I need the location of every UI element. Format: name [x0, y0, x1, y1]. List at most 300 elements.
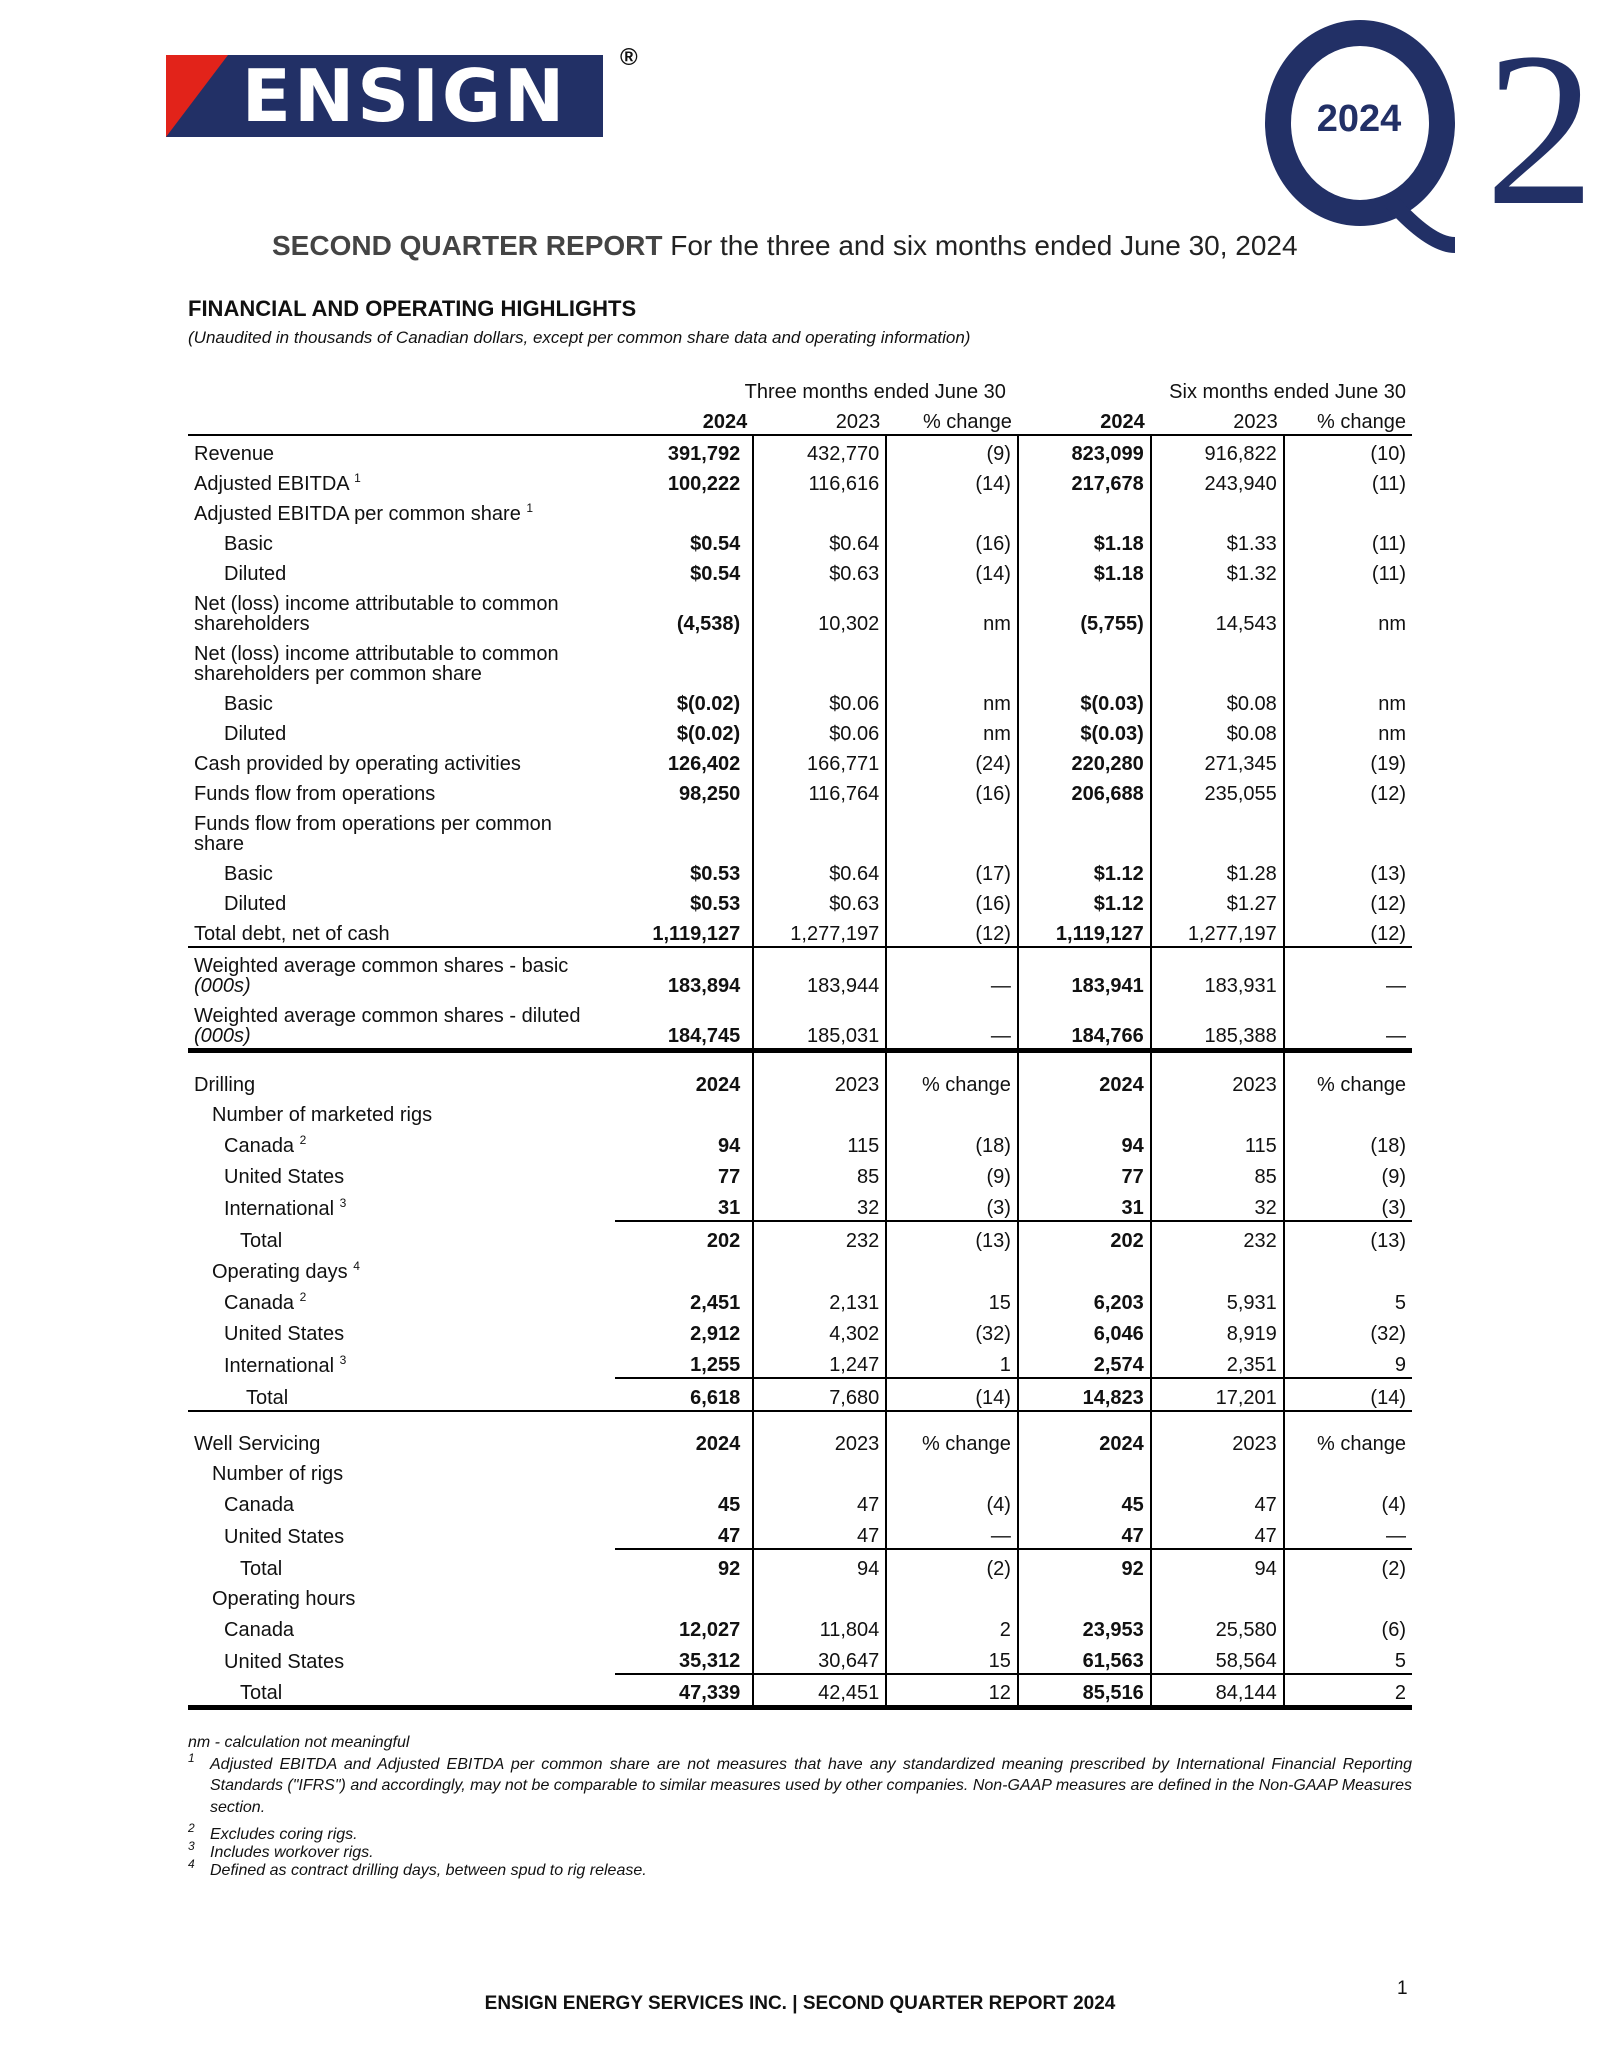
value-cell: 6,618 [615, 1378, 753, 1411]
drilling-rigs-row [188, 1127, 1412, 1158]
value-cell: 32 [1151, 1189, 1284, 1221]
value-cell: (14) [1284, 1378, 1412, 1411]
value-cell: 5,931 [1151, 1284, 1284, 1315]
row-label-text: United States [224, 1323, 345, 1345]
value-cell: (14) [886, 1378, 1018, 1411]
row-label [188, 636, 615, 686]
value-cell: 15 [886, 1284, 1018, 1315]
value-cell: 31 [717, 1197, 741, 1219]
value-cell: 2023 [753, 1051, 886, 1098]
value-cell: 2,912 [690, 1323, 741, 1345]
financial-row [188, 776, 1412, 806]
value-cell: 77 [1018, 1158, 1151, 1189]
servicing-hours-row [188, 1642, 1412, 1674]
value-cell: 98,250 [679, 783, 741, 805]
footnote-2-text: Excludes coring rigs. [210, 1826, 358, 1844]
value-cell: 25,580 [1151, 1611, 1284, 1642]
footnote-3-text: Includes workover rigs. [210, 1843, 374, 1861]
value-cell: (2) [886, 1549, 1018, 1581]
row-label [188, 1097, 615, 1127]
row-label-text: Basic [224, 693, 273, 715]
value-cell: 2023 [1151, 1411, 1284, 1456]
value-cell: 2024 [1018, 1051, 1151, 1098]
registered-mark: ® [620, 44, 638, 71]
value-cell: 916,822 [1151, 435, 1284, 466]
row-label [188, 1642, 615, 1674]
value-cell: nm [886, 686, 1018, 716]
value-cell: — [886, 947, 1018, 998]
quarter-number: 2 [1485, 20, 1595, 251]
value-cell: 2023 [1151, 1051, 1284, 1098]
value-cell: 232 [753, 1221, 886, 1253]
value-cell: 184,745 [667, 1025, 741, 1047]
drilling-header [188, 1051, 1412, 1098]
value-cell [1284, 636, 1412, 686]
row-label [188, 466, 615, 496]
value-cell: 1,277,197 [753, 916, 886, 947]
row-label [188, 1127, 615, 1158]
value-cell: 232 [1151, 1221, 1284, 1253]
row-label-footnote-ref: 2 [299, 1133, 307, 1147]
value-cell: $(0.03) [1018, 716, 1151, 746]
row-label [188, 1456, 615, 1486]
drilling-days-total [188, 1378, 1412, 1411]
value-cell: 47,339 [615, 1674, 753, 1708]
header-periods [188, 370, 1412, 404]
row-label [188, 806, 615, 856]
value-cell: (9) [1284, 1158, 1412, 1189]
value-cell [753, 1097, 886, 1127]
value-cell: 7,680 [753, 1378, 886, 1411]
value-cell [1151, 1253, 1284, 1284]
row-label-text: International [224, 1355, 335, 1377]
financial-row [188, 916, 1412, 947]
value-cell: $0.54 [690, 533, 741, 555]
value-cell: $1.27 [1151, 886, 1284, 916]
row-label-text: Adjusted EBITDA per common share [194, 503, 521, 525]
value-cell: 94 [717, 1135, 741, 1157]
header-year-cell: 2023 [1151, 404, 1284, 435]
row-label-footnote-ref: 3 [339, 1353, 347, 1367]
value-cell [1151, 1456, 1284, 1486]
servicing-header [188, 1411, 1412, 1456]
value-cell [1018, 1581, 1151, 1611]
value-cell: nm [1284, 686, 1412, 716]
row-label [188, 886, 615, 916]
value-cell: (16) [886, 886, 1018, 916]
value-cell: 2024 [615, 1411, 753, 1456]
value-cell [1018, 1097, 1151, 1127]
row-label-text: Basic [224, 533, 273, 555]
row-label [188, 776, 615, 806]
financial-row [188, 435, 1412, 466]
value-cell: 85,516 [1018, 1674, 1151, 1708]
row-label-text: United States [224, 1166, 345, 1188]
value-cell: 2024 [615, 1051, 753, 1098]
value-cell: (24) [886, 746, 1018, 776]
row-label [188, 1486, 615, 1517]
value-cell [1284, 1097, 1412, 1127]
section-title: FINANCIAL AND OPERATING HIGHLIGHTS [188, 296, 637, 321]
footnote-1 [188, 1750, 1412, 1819]
servicing-rigs-label [188, 1456, 1412, 1486]
value-cell [1284, 1253, 1412, 1284]
page-number: 1 [1397, 1978, 1408, 1999]
row-label [188, 1411, 615, 1456]
value-cell [753, 496, 886, 526]
drilling-rigs-row [188, 1158, 1412, 1189]
value-cell: 100,222 [667, 473, 741, 495]
row-label-footnote-ref: 1 [354, 471, 361, 485]
row-label-text: Total [240, 1230, 283, 1252]
servicing-rigs-row [188, 1486, 1412, 1517]
value-cell: 9 [1284, 1346, 1412, 1378]
row-label-text: Canada [224, 1135, 295, 1157]
servicing-rigs-row [188, 1517, 1412, 1549]
value-cell: — [1284, 998, 1412, 1051]
row-label [188, 1549, 615, 1581]
value-cell: 92 [1018, 1549, 1151, 1581]
value-cell: $0.64 [753, 856, 886, 886]
value-cell: 14,543 [1151, 586, 1284, 636]
value-cell: $0.64 [753, 526, 886, 556]
value-cell: (2) [1284, 1549, 1412, 1581]
row-label [188, 556, 615, 586]
value-cell: (6) [1284, 1611, 1412, 1642]
value-cell: 391,792 [615, 435, 753, 466]
value-cell: $1.28 [1151, 856, 1284, 886]
value-cell [1284, 1581, 1412, 1611]
header-year-cell: 2023 [753, 404, 886, 435]
financial-row [188, 886, 1412, 916]
value-cell: 2 [886, 1611, 1018, 1642]
row-label-text: Total [246, 1387, 289, 1409]
financial-row [188, 947, 1412, 998]
value-cell: 116,764 [753, 776, 886, 806]
row-label [188, 1517, 615, 1549]
header-year-cell: % change [1284, 404, 1412, 435]
row-label-text: Total [240, 1682, 283, 1704]
value-cell: $0.53 [690, 863, 741, 885]
row-label-line1: Weighted average common shares - basic [194, 955, 569, 977]
value-cell: 6,203 [1018, 1284, 1151, 1315]
value-cell: 183,894 [615, 947, 753, 998]
value-cell: (12) [1284, 886, 1412, 916]
financial-row [188, 586, 1412, 636]
row-label-line1: Net (loss) income attributable to common [194, 593, 559, 615]
value-cell: 116,616 [753, 466, 886, 496]
financial-row [188, 556, 1412, 586]
value-cell [886, 1253, 1018, 1284]
value-cell: 30,647 [753, 1642, 886, 1674]
row-label [188, 916, 615, 947]
financial-row [188, 998, 1412, 1051]
row-label [188, 746, 615, 776]
financial-row [188, 686, 1412, 716]
report-title [272, 230, 1298, 262]
value-cell: 183,931 [1151, 947, 1284, 998]
row-label [188, 856, 615, 886]
value-cell: 183,944 [753, 947, 886, 998]
value-cell: (14) [886, 556, 1018, 586]
value-cell: $0.54 [690, 563, 741, 585]
value-cell: 5 [1284, 1642, 1412, 1674]
value-cell: 217,678 [1018, 466, 1151, 496]
drilling-days-label [188, 1253, 1412, 1284]
value-cell: $(0.02) [676, 693, 741, 715]
row-label-text: Canada [224, 1292, 295, 1314]
value-cell: % change [886, 1051, 1018, 1098]
drilling-days-row [188, 1315, 1412, 1346]
value-cell: (9) [886, 1158, 1018, 1189]
row-label-text: Adjusted EBITDA [194, 473, 349, 495]
value-cell [1018, 1253, 1151, 1284]
row-label [188, 1189, 615, 1221]
value-cell: nm [886, 716, 1018, 746]
financial-row [188, 466, 1412, 496]
row-label [188, 1253, 615, 1284]
value-cell: $0.06 [753, 716, 886, 746]
value-cell: 2,451 [690, 1292, 741, 1314]
value-cell: (19) [1284, 746, 1412, 776]
row-label [188, 716, 615, 746]
section-subtitle: (Unaudited in thousands of Canadian dollars, except per common share data and operating information) [188, 328, 971, 347]
row-label [188, 1158, 615, 1189]
value-cell: 235,055 [1151, 776, 1284, 806]
report-title-bold: SECOND QUARTER REPORT [272, 230, 663, 261]
row-label-text: Cash provided by operating activities [194, 753, 521, 775]
page-footer: ENSIGN ENERGY SERVICES INC. | SECOND QUARTER REPORT 2024 [484, 1993, 1116, 2014]
value-cell: 35,312 [679, 1650, 741, 1672]
value-cell: 58,564 [1151, 1642, 1284, 1674]
value-cell: 1,119,127 [652, 923, 741, 945]
value-cell [753, 1581, 886, 1611]
report-title-rest: For the three and six months ended June 30, 2024 [662, 230, 1298, 261]
value-cell: 94 [753, 1549, 886, 1581]
value-cell: (32) [1284, 1315, 1412, 1346]
drilling-days-row [188, 1284, 1412, 1315]
value-cell: 220,280 [1018, 746, 1151, 776]
value-cell [886, 1581, 1018, 1611]
value-cell: 8,919 [1151, 1315, 1284, 1346]
row-label [188, 1581, 615, 1611]
value-cell [1018, 636, 1151, 686]
value-cell: 14,823 [1018, 1378, 1151, 1411]
value-cell: 115 [753, 1127, 886, 1158]
footnote-1-text: Adjusted EBITDA and Adjusted EBITDA per common share are not measures that have any standardized meaning prescribed by International Financial Reporting Standards ("IFRS") and accordingly, may not be comparable to similar measures used by other companies. Non-GAAP measures are defined in the Non-GAAP Measures section. [210, 1755, 1412, 1816]
row-label [188, 947, 615, 998]
value-cell [886, 496, 1018, 526]
value-cell: 2,131 [753, 1284, 886, 1315]
value-cell: — [886, 1517, 1018, 1549]
value-cell: (14) [886, 466, 1018, 496]
row-label [188, 686, 615, 716]
drilling-days-row [188, 1346, 1412, 1378]
row-label [188, 1378, 615, 1411]
footnotes [188, 1732, 1412, 1881]
row-label-text: Funds flow from operations [194, 783, 436, 805]
value-cell: 1,277,197 [1151, 916, 1284, 947]
value-cell: $1.33 [1151, 526, 1284, 556]
value-cell: (11) [1284, 556, 1412, 586]
row-label [188, 586, 615, 636]
header-year-cell: % change [886, 404, 1018, 435]
row-label-text: Diluted [224, 893, 287, 915]
value-cell: (13) [886, 1221, 1018, 1253]
value-cell: 94 [1018, 1127, 1151, 1158]
row-label-text: Diluted [224, 723, 287, 745]
value-cell: (16) [886, 526, 1018, 556]
value-cell: 45 [1018, 1486, 1151, 1517]
row-label-footnote-ref: 1 [526, 501, 534, 515]
value-cell: $1.12 [1018, 856, 1151, 886]
header-three-months: Three months ended June 30 [744, 381, 1006, 403]
servicing-hours-label [188, 1581, 1412, 1611]
value-cell: $(0.03) [1018, 686, 1151, 716]
row-label [188, 998, 615, 1051]
row-label [188, 435, 615, 466]
value-cell [1284, 496, 1412, 526]
value-cell: 271,345 [1151, 746, 1284, 776]
financial-row [188, 856, 1412, 886]
value-cell: 2,574 [1018, 1346, 1151, 1378]
value-cell: (32) [886, 1315, 1018, 1346]
value-cell: $0.06 [753, 686, 886, 716]
row-label-text: Diluted [224, 563, 287, 585]
financial-row [188, 636, 1412, 686]
value-cell: (4,538) [676, 613, 741, 635]
value-cell [1151, 636, 1284, 686]
value-cell [1284, 806, 1412, 856]
value-cell: (13) [1284, 856, 1412, 886]
value-cell: 47 [1151, 1517, 1284, 1549]
header-year-cell: 2024 [1018, 404, 1151, 435]
value-cell: 1,255 [690, 1354, 741, 1376]
row-label-text: Revenue [194, 443, 275, 465]
value-cell: — [886, 998, 1018, 1051]
footnote-4-text: Defined as contract drilling days, between spud to rig release. [210, 1861, 647, 1879]
value-cell [615, 1253, 753, 1284]
value-cell: 206,688 [1018, 776, 1151, 806]
value-cell: 61,563 [1018, 1642, 1151, 1674]
value-cell: % change [1284, 1411, 1412, 1456]
value-cell: 92 [615, 1549, 753, 1581]
value-cell [615, 636, 753, 686]
row-label-line1: Net (loss) income attributable to common [194, 643, 559, 665]
value-cell: 94 [1151, 1549, 1284, 1581]
row-label-text: Number of rigs [212, 1463, 344, 1485]
header-blank [188, 370, 615, 404]
value-cell: (3) [1284, 1189, 1412, 1221]
value-cell: 32 [753, 1189, 886, 1221]
value-cell: $0.08 [1151, 716, 1284, 746]
value-cell: 47 [753, 1517, 886, 1549]
row-label-text: Canada [224, 1494, 295, 1516]
value-cell: 184,766 [1018, 998, 1151, 1051]
value-cell: 85 [1151, 1158, 1284, 1189]
row-label [188, 526, 615, 556]
value-cell: % change [886, 1411, 1018, 1456]
drilling-rigs-row [188, 1189, 1412, 1221]
value-cell: (18) [1284, 1127, 1412, 1158]
value-cell: 2023 [753, 1411, 886, 1456]
quarter-badge [1240, 20, 1600, 260]
value-cell: 31 [1018, 1189, 1151, 1221]
row-label-text: United States [224, 1651, 345, 1673]
value-cell [615, 1097, 753, 1127]
header-years [188, 404, 1412, 435]
value-cell: 84,144 [1151, 1674, 1284, 1708]
row-label-text: Operating days [212, 1261, 348, 1283]
value-cell: — [1284, 947, 1412, 998]
value-cell: 85 [753, 1158, 886, 1189]
value-cell: (16) [886, 776, 1018, 806]
value-cell: $0.08 [1151, 686, 1284, 716]
value-cell: 2,351 [1151, 1346, 1284, 1378]
header-blank [188, 404, 615, 435]
value-cell: 6,046 [1018, 1315, 1151, 1346]
row-label-text: Number of marketed rigs [212, 1104, 433, 1126]
financial-row [188, 746, 1412, 776]
value-cell: (18) [886, 1127, 1018, 1158]
value-cell [1151, 1097, 1284, 1127]
value-cell: (12) [1284, 916, 1412, 947]
footnote-2-mark: 2 [188, 1821, 195, 1836]
value-cell [1018, 496, 1151, 526]
value-cell [1018, 1456, 1151, 1486]
row-label-text: Total debt, net of cash [194, 923, 390, 945]
value-cell: $0.53 [690, 893, 741, 915]
value-cell [1018, 806, 1151, 856]
servicing-hours-row [188, 1611, 1412, 1642]
servicing-hours-total [188, 1674, 1412, 1708]
row-label-footnote-ref: 2 [299, 1290, 307, 1304]
header-year-cell: 2024 [615, 404, 753, 435]
value-cell [1284, 1456, 1412, 1486]
value-cell: 42,451 [753, 1674, 886, 1708]
value-cell: 47 [717, 1525, 741, 1547]
value-cell [753, 1253, 886, 1284]
header-six-months: Six months ended June 30 [1169, 381, 1406, 403]
value-cell: 185,388 [1151, 998, 1284, 1051]
value-cell: nm [1284, 716, 1412, 746]
row-label-text: Operating hours [212, 1588, 356, 1610]
value-cell: 115 [1151, 1127, 1284, 1158]
value-cell: $0.63 [753, 886, 886, 916]
row-label-text: International [224, 1198, 335, 1220]
logo-text: ENSIGN [241, 54, 568, 138]
value-cell: 126,402 [667, 753, 741, 775]
financial-row [188, 716, 1412, 746]
value-cell: 15 [886, 1642, 1018, 1674]
value-cell: 47 [1018, 1517, 1151, 1549]
drilling-rigs-total [188, 1221, 1412, 1253]
servicing-rigs-total [188, 1549, 1412, 1581]
row-label [188, 1284, 615, 1315]
value-cell [753, 636, 886, 686]
value-cell: 243,940 [1151, 466, 1284, 496]
value-cell: 4,302 [753, 1315, 886, 1346]
value-cell [615, 496, 753, 526]
value-cell: 202 [615, 1221, 753, 1253]
financial-row [188, 526, 1412, 556]
value-cell: 2 [1284, 1674, 1412, 1708]
value-cell: (4) [1284, 1486, 1412, 1517]
value-cell: (11) [1284, 466, 1412, 496]
value-cell: — [1284, 1517, 1412, 1549]
value-cell: (3) [886, 1189, 1018, 1221]
row-label [188, 496, 615, 526]
